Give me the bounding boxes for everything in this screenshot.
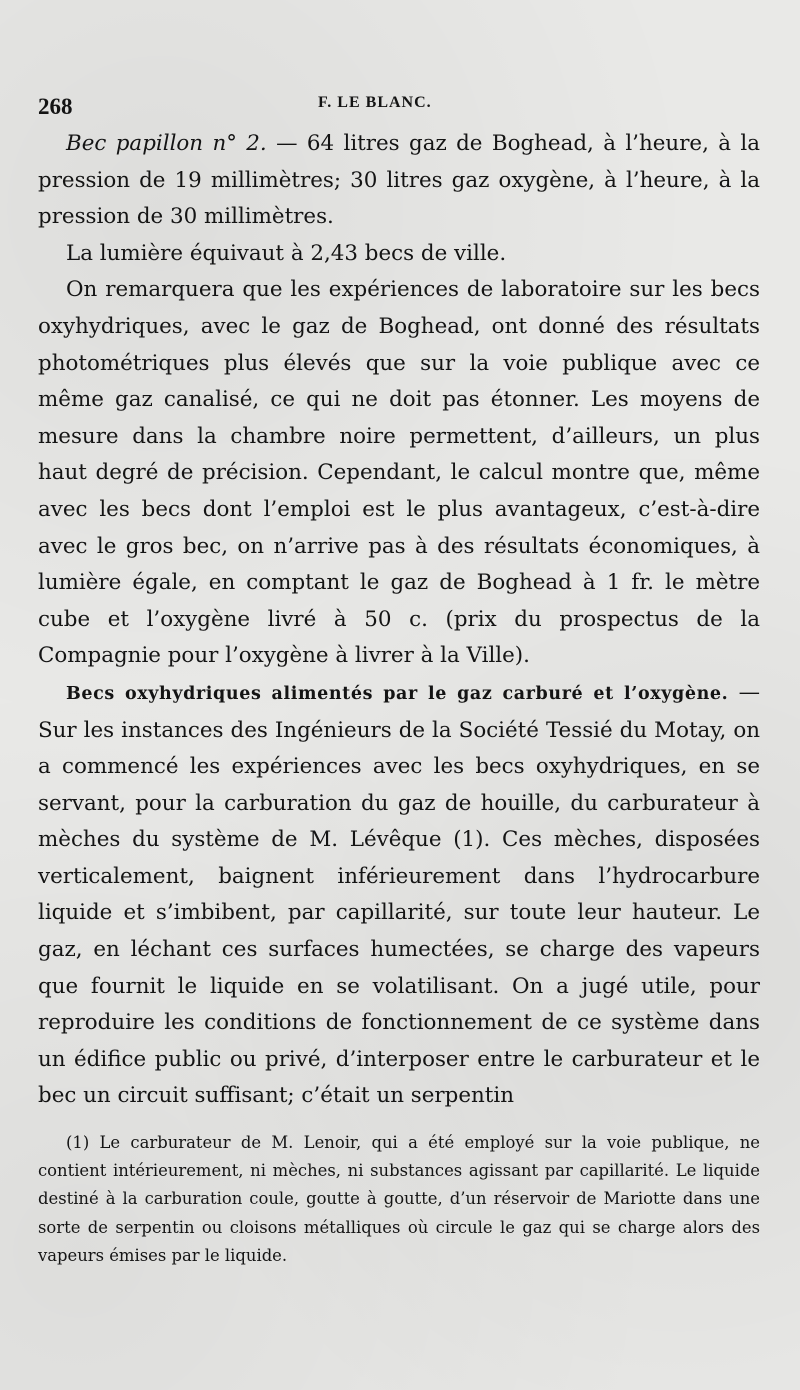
running-title: F. LE BLANC.: [318, 94, 432, 111]
paragraph-lumiere: La lumière équivaut à 2,43 becs de ville.: [66, 240, 507, 266]
footnote: [38, 1129, 760, 1270]
paragraph-text: — 64 litres gaz de Boghead, à l’heure, à la pression de 19 millimètres; 30 litres gaz oxygène, à l’heure, à la pression de 30 millimètres.: [38, 131, 760, 230]
body-text: [38, 126, 760, 1115]
page-number: 268: [38, 94, 73, 119]
paragraph-becs-carbure: [38, 675, 760, 1115]
book-page: [38, 90, 760, 1270]
paragraph-remarque: On remarquera que les expériences de laboratoire sur les becs oxyhydriques, avec le gaz de Boghead, ont donné des résultats photométriques plus élevés que sur la voie publique avec ce même gaz canalisé, ce qui ne doit pas étonner. Les moyens de mesure dans la chambre noire permettent, d’ailleurs, un plus haut degré de précision. Cependant, le calcul montre que, même avec les becs dont l’emploi est le plus avantageux, c’est-à-dire avec le gros bec, on n’arrive pas à des résultats économiques, à lumière égale, en comptant le gaz de Boghead à 1 fr. le mètre cube et l’oxygène livré à 50 c. (prix du prospectus de la Compagnie pour l’oxygène à livrer à la Ville).: [38, 277, 760, 669]
section-heading: Becs oxyhydriques alimentés par le gaz carburé et l’oxygène.: [66, 683, 729, 704]
paragraph-bec-papillon: [38, 126, 760, 236]
paragraph-lead-italic: Bec papillon n° 2.: [66, 131, 267, 156]
page-header: [38, 90, 760, 126]
footnote-text: (1) Le carburateur de M. Lenoir, qui a été employé sur la voie publique, ne contient intérieurement, ni mèches, ni substances agissant par capillarité. Le liquide destiné à la carburation coule, goutte à goutte, d’un réservoir de Mariotte dans une sorte de serpentin ou cloisons métalliques où circule le gaz qui se charge alors des vapeurs émises par le liquide.: [38, 1133, 760, 1265]
paragraph-text: — Sur les instances des Ingénieurs de la Société Tessié du Motay, on a commencé les expériences avec les becs oxyhydriques, en se servant, pour la carburation du gaz de houille, du carburateur à mèches du système de M. Lévêque (1). Ces mèches, disposées verticalement, baignent inférieurement dans l’hydrocarbure liquide et s’imbibent, par capillarité, sur toute leur hauteur. Le gaz, en léchant ces surfaces humectées, se charge des vapeurs que fournit le liquide en se volatilisant. On a jugé utile, pour reproduire les conditions de fonctionnement de ce système dans un édifice public ou privé, d’interposer entre le carburateur et le bec un circuit suffisant; c’était un serpentin: [38, 679, 760, 1109]
